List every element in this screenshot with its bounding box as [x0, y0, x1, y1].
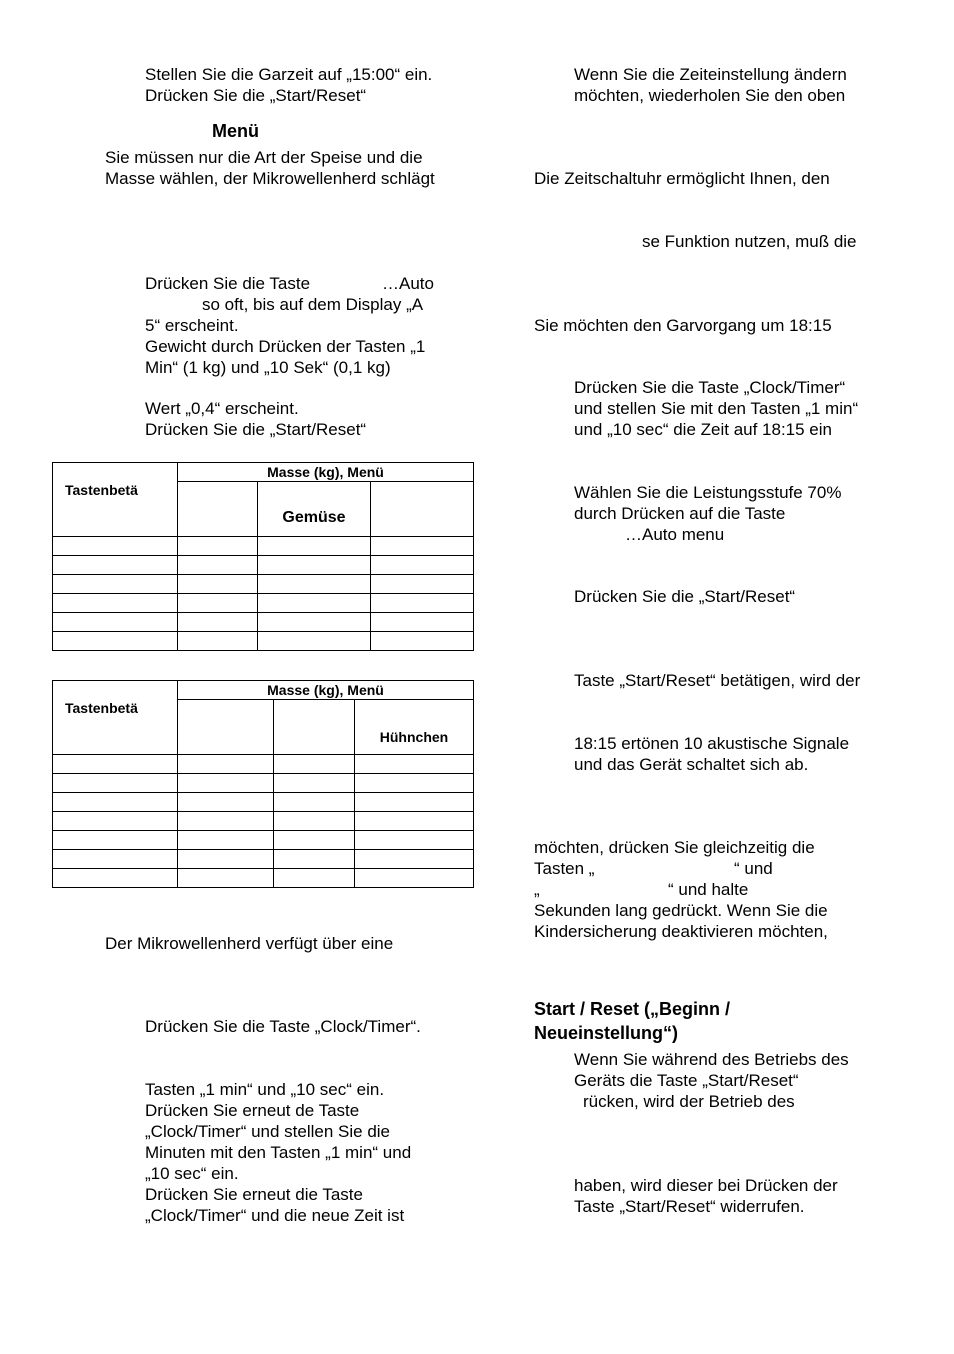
start-step-line-2: Geräts die Taste „Start/Reset“: [574, 1071, 799, 1090]
timer-step-5-line-2: und das Gerät schaltet sich ab.: [574, 755, 809, 774]
step-b-line-6: Wert „0,4“ erscheint.: [145, 399, 299, 418]
timer-step-2-line-2: durch Drücken auf die Taste: [574, 504, 786, 523]
menu-table-1: [52, 462, 474, 651]
menu-intro-line-2: Masse wählen, der Mikrowellenherd schlägt: [105, 169, 435, 188]
timer-step-1-line-3: und „10 sec“ die Zeit auf 18:15 ein: [574, 420, 832, 439]
timer-step-3: Drücken Sie die „Start/Reset“: [574, 587, 796, 606]
start-step-line-3: rücken, wird der Betrieb des: [583, 1092, 795, 1111]
step-b-line-4: Gewicht durch Drücken der Tasten „1: [145, 337, 426, 356]
change-line-1: Wenn Sie die Zeiteinstellung ändern: [574, 65, 847, 84]
timer-step-2-line-1: Wählen Sie die Leistungsstufe 70%: [574, 483, 842, 502]
start-reset-heading-line-1: Start / Reset („Beginn /: [534, 999, 731, 1019]
clock-step-2-line-5: „10 sec“ ein.: [145, 1164, 239, 1183]
menu-intro-line-1: Sie müssen nur die Art der Speise und die: [105, 148, 423, 167]
table1-group-header: Masse (kg), Menü: [178, 463, 474, 482]
lock-line-2b: “ und: [734, 859, 773, 878]
function-line: se Funktion nutzen, muß die: [642, 232, 857, 251]
step-a-line-2: Drücken Sie die „Start/Reset“: [145, 86, 367, 105]
menu-heading: Menü: [212, 121, 259, 141]
example-line: Sie möchten den Garvorgang um 18:15: [534, 316, 832, 335]
timer-step-5-line-1: 18:15 ertönen 10 akustische Signale: [574, 734, 850, 753]
start-step-2-line-1: haben, wird dieser bei Drücken der: [574, 1176, 838, 1195]
lock-line-1: möchten, drücken Sie gleichzeitig die: [534, 838, 815, 857]
table2-row-header: Tastenbetä: [53, 681, 178, 755]
change-line-2: möchten, wiederholen Sie den oben: [574, 86, 846, 105]
timer-intro: Der Mikrowellenherd verfügt über eine: [105, 934, 394, 953]
start-reset-heading-line-2: Neueinstellung“): [534, 1023, 679, 1043]
menu-table-2: [52, 680, 474, 888]
table1-row-header: Tastenbetä: [53, 463, 178, 537]
timer-step-1-line-2: und stellen Sie mit den Tasten „1 min“: [574, 399, 859, 418]
timer-step-1-line-1: Drücken Sie die Taste „Clock/Timer“: [574, 378, 846, 397]
table2-group-header: Masse (kg), Menü: [178, 681, 474, 700]
lock-line-4: Sekunden lang gedrückt. Wenn Sie die: [534, 901, 828, 920]
clock-step-2-line-3: „Clock/Timer“ und stellen Sie die: [145, 1122, 391, 1141]
step-b-line-3: 5“ erscheint.: [145, 316, 239, 335]
table2-col-huehnchen: Hühnchen: [355, 700, 474, 755]
lock-line-5: Kindersicherung deaktivieren möchten,: [534, 922, 828, 941]
lock-line-3b: “ und halte: [668, 880, 749, 899]
start-step-2-line-2: Taste „Start/Reset“ widerrufen.: [574, 1197, 805, 1216]
start-step-line-1: Wenn Sie während des Betriebs des: [574, 1050, 849, 1069]
timer-step-4: Taste „Start/Reset“ betätigen, wird der: [574, 671, 861, 690]
step-b-line-1-tail: …Auto: [382, 274, 434, 293]
step-b-line-7: Drücken Sie die „Start/Reset“: [145, 420, 367, 439]
step-b-line-5: Min“ (1 kg) und „10 Sek“ (0,1 kg): [145, 358, 391, 377]
lock-line-3a: „: [534, 880, 540, 899]
timer-step-2-line-3: …Auto menu: [625, 525, 725, 544]
step-b-line-2: so oft, bis auf dem Display „A: [202, 295, 424, 314]
clock-step-2-line-6: Drücken Sie erneut die Taste: [145, 1185, 363, 1204]
table1-col-gemuese: Gemüse: [258, 482, 371, 537]
clock-step-2-line-1: Tasten „1 min“ und „10 sec“ ein.: [145, 1080, 385, 1099]
clock-step-2-line-2: Drücken Sie erneut de Taste: [145, 1101, 360, 1120]
step-a-line-1: Stellen Sie die Garzeit auf „15:00“ ein.: [145, 65, 433, 84]
lock-line-2a: Tasten „: [534, 859, 595, 878]
step-b-line-1: Drücken Sie die Taste: [145, 274, 311, 293]
timer-line: Die Zeitschaltuhr ermöglicht Ihnen, den: [534, 169, 830, 188]
clock-step-1: Drücken Sie die Taste „Clock/Timer“.: [145, 1017, 421, 1036]
clock-step-2-line-4: Minuten mit den Tasten „1 min“ und: [145, 1143, 412, 1162]
clock-step-2-line-7: „Clock/Timer“ und die neue Zeit ist: [145, 1206, 405, 1225]
